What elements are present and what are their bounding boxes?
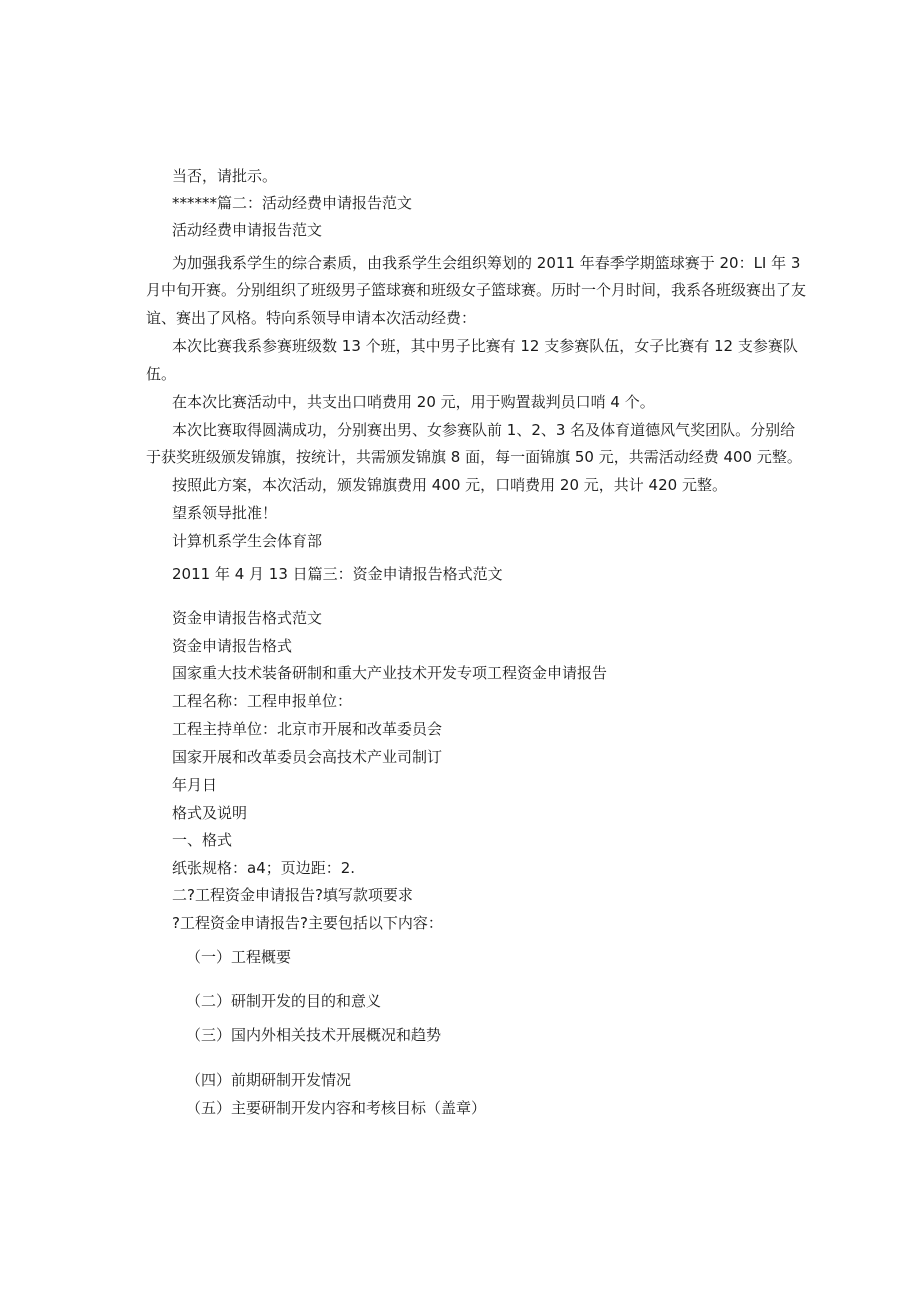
text-line: 计算机系学生会体育部 [172,532,323,550]
text-line: 工程名称：工程申报单位： [172,692,353,710]
text-line: 当否，请批示。 [172,167,278,185]
text-line: 资金申请报告格式 [172,637,293,655]
text-line: 于获奖班级颁发锦旗，按统计，共需颁发锦旗 8 面，每一面锦旗 50 元，共需活动经费 400 元整。 [146,448,802,466]
text-line: 月中旬开赛。分别组织了班级男子篮球赛和班级女子篮球赛。历时一个月时间，我系各班级赛出了友 [146,281,807,299]
text-line: 国家开展和改革委员会高技术产业司制订 [172,748,443,766]
list-item: （五）主要研制开发内容和考核目标（盖章） [186,1099,487,1117]
section-title: 资金申请报告格式范文 [172,609,323,627]
text-line: 纸张规格：a4；页边距：2. [172,859,356,877]
text-line: 按照此方案，本次活动，颁发锦旗费用 400 元，口哨费用 20 元，共计 420 元整。 [172,476,727,494]
list-item: （一）工程概要 [186,948,292,966]
text-line: 国家重大技术装备研制和重大产业技术开发专项工程资金申请报告 [172,664,608,682]
text-line: 为加强我系学生的综合素质，由我系学生会组织筹划的 2011 年春季学期篮球赛于 20：LI 年 3 [172,254,801,272]
text-line: 谊、赛出了风格。特向系领导申请本次活动经费： [146,309,477,327]
text-line: 工程主持单位：北京市开展和改革委员会 [172,720,443,738]
text-line: ******篇二：活动经费申请报告范文 [172,194,413,212]
text-line: 望系领导批准！ [172,504,278,522]
list-item: （二）研制开发的目的和意义 [186,992,382,1010]
list-item: （三）国内外相关技术开展概况和趋势 [186,1026,442,1044]
list-item: （四）前期研制开发情况 [186,1071,352,1089]
section-title: 活动经费申请报告范文 [172,221,323,239]
text-line: 年月日 [172,776,218,794]
text-line: 伍。 [146,365,177,383]
text-line: 本次比赛我系参赛班级数 13 个班，其中男子比赛有 12 支参赛队伍，女子比赛有 12 支参赛队 [172,337,798,355]
text-line: 在本次比赛活动中，共支出口哨费用 20 元，用于购置裁判员口哨 4 个。 [172,393,655,411]
text-line: 格式及说明 [172,804,248,822]
text-line: 一、格式 [172,831,233,849]
text-line: 2011 年 4 月 13 日篇三：资金申请报告格式范文 [172,565,503,583]
text-line: 二?工程资金申请报告?填写款项要求 [172,886,413,904]
text-line: ?工程资金申请报告?主要包括以下内容： [172,914,443,932]
text-line: 本次比赛取得圆满成功，分别赛出男、女参赛队前 1、2、3 名及体育道德风气奖团队。分别给 [172,421,796,439]
